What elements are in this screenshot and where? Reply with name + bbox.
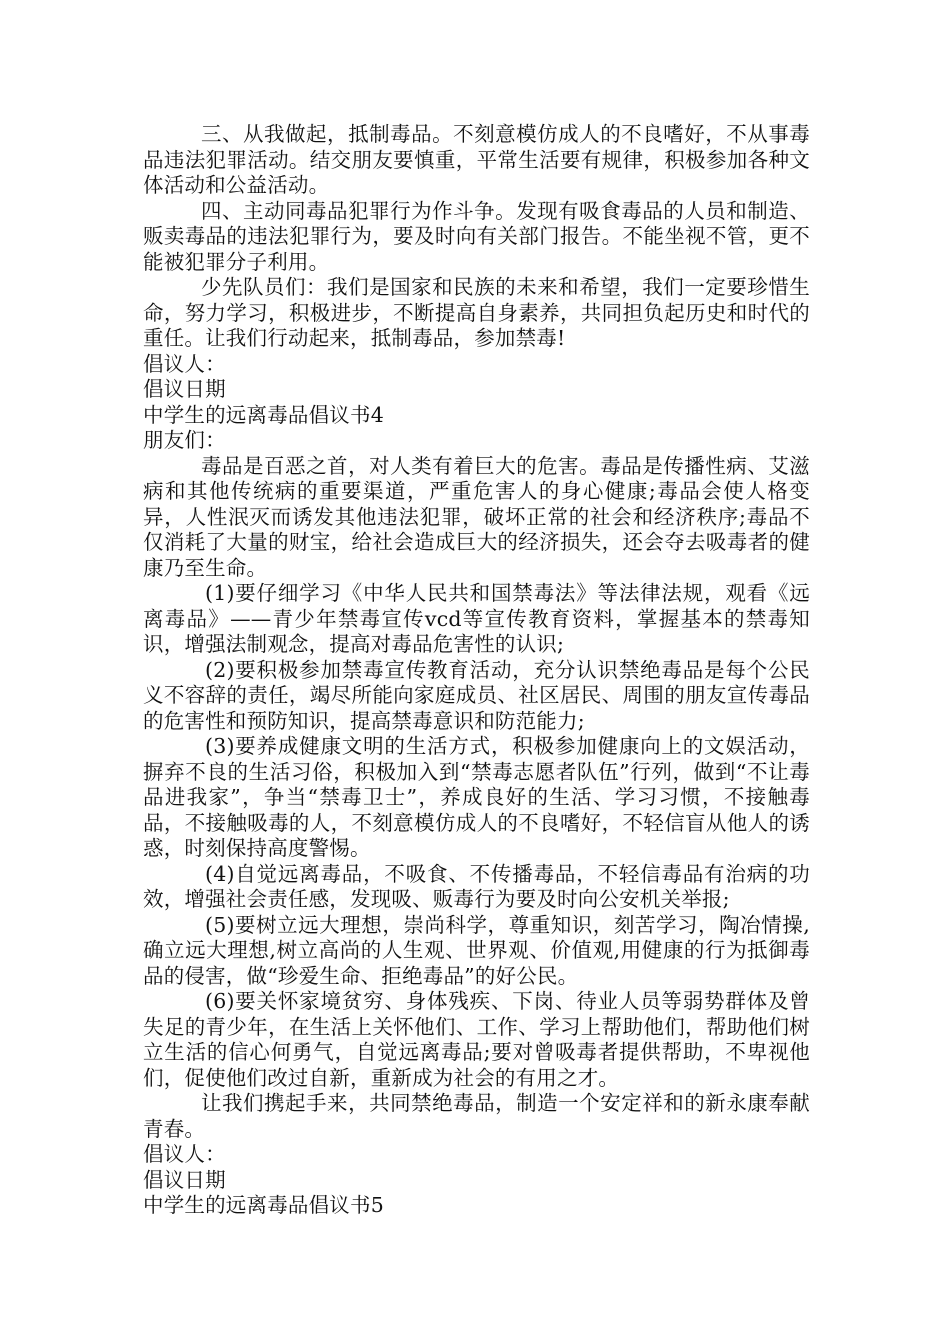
list-item-3: (3)要养成健康文明的生活方式，积极参加健康向上的文娱活动，摒弃不良的生活习俗，积极加入到“禁毒志愿者队伍”行列，做到“不让毒品进我家”，争当“禁毒卫士”，养成良好的生活、学习习惯，不接触毒品，不接触吸毒的人，不刻意模仿成人的不良嗜好，不轻信盲从他人的诱惑，时刻保持高度警惕。 (143, 734, 810, 860)
list-item-5: (5)要树立远大理想，崇尚科学，尊重知识，刻苦学习，陶冶情操,确立远大理想,树立高尚的人生观、世界观、价值观,用健康的行为抵御毒品的侵害，做“珍爱生命、拒绝毒品”的好公民。 (143, 912, 810, 988)
section-heading-4: 中学生的远离毒品倡议书4 (143, 402, 384, 427)
paragraph-abstain-section-three: 三、从我做起，抵制毒品。不刻意模仿成人的不良嗜好，不从事毒品违法犯罪活动。结交朋友要慎重，平常生活要有规律，积极参加各种文体活动和公益活动。 (143, 122, 810, 197)
proposal-date-label-2: 倡议日期 (143, 1167, 226, 1192)
proposer-label: 倡议人： (143, 351, 226, 376)
paragraph-fight-section-four: 四、主动同毒品犯罪行为作斗争。发现有吸食毒品的人员和制造、贩卖毒品的违法犯罪行为，要及时向有关部门报告。不能坐视不管，更不能被犯罪分子利用。 (143, 198, 810, 274)
list-item-6: (6)要关怀家境贫穷、身体残疾、下岗、待业人员等弱势群体及曾失足的青少年，在生活上关怀他们、工作、学习上帮助他们，帮助他们树立生活的信心何勇气，自觉远离毒品;要对曾吸毒者提供帮助，不卑视他们，促使他们改过自新，重新成为社会的有用之才。 (143, 989, 810, 1090)
list-item-4: (4)自觉远离毒品，不吸食、不传播毒品，不轻信毒品有治病的功效，增强社会责任感，发现吸、贩毒行为要及时向公安机关举报; (143, 861, 810, 911)
list-item-1: (1)要仔细学习《中华人民共和国禁毒法》等法律法规，观看《远离毒品》——青少年禁毒宣传vcd等宣传教育资料，掌握基本的禁毒知识，增强法制观念，提高对毒品危害性的认识; (143, 581, 810, 656)
proposal-date-label: 倡议日期 (143, 377, 226, 401)
paragraph-young-pioneers-appeal: 少先队员们：我们是国家和民族的未来和希望，我们一定要珍惜生命，努力学习，积极进步，不断提高自身素养，共同担负起历史和时代的重任。让我们行动起来，抵制毒品，参加禁毒! (143, 275, 810, 350)
proposer-label-2: 倡议人： (143, 1142, 226, 1166)
section-heading-5: 中学生的远离毒品倡议书5 (143, 1193, 384, 1217)
list-item-2: (2)要积极参加禁毒宣传教育活动，充分认识禁绝毒品是每个公民义不容辞的责任，竭尽所能向家庭成员、社区居民、周围的朋友宣传毒品的危害性和预防知识，提高禁毒意识和防范能力; (143, 657, 810, 733)
paragraph-drug-harm-intro: 毒品是百恶之首，对人类有着巨大的危害。毒品是传播性病、艾滋病和其他传统病的重要渠道，严重危害人的身心健康;毒品会使人格变异，人性泯灭而诱发其他违法犯罪，破坏正常的社会和经济秩序;毒品不仅消耗了大量的财宝，给社会造成巨大的经济损失，还会夺去吸毒者的健康乃至生命。 (143, 453, 810, 580)
paragraph-closing-call: 让我们携起手来，共同禁绝毒品，制造一个安定祥和的新永康奉献青春。 (143, 1091, 810, 1141)
document-page (143, 122, 810, 1219)
salutation: 朋友们： (143, 428, 226, 452)
